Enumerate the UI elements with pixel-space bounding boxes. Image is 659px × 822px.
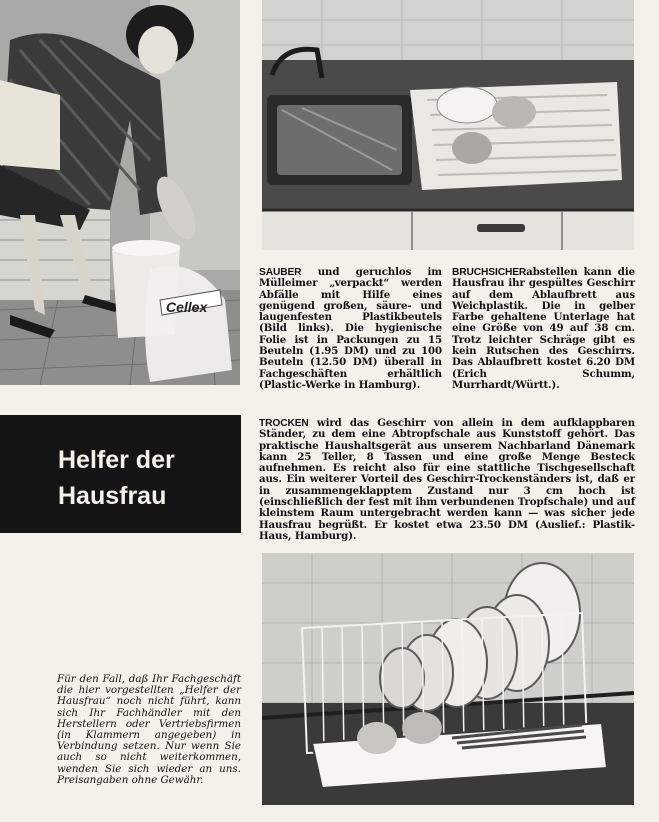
article-bin-bag [259, 267, 442, 391]
article-lead: SAUBER [259, 267, 302, 278]
photo-woman-waste-bin [0, 0, 240, 385]
bin-bag-brand-print: Cellex [166, 299, 208, 315]
photo-sink-drain-board [262, 0, 634, 250]
article-drain-board [452, 267, 635, 391]
section-title-line1: Helfer der [58, 446, 175, 474]
section-title-line2: Hausfrau [58, 482, 167, 510]
article-text: und geruchlos im Mülleimer „verpackt“ werden Abfälle mit Hilfe eines genügend großen, säure- und laugenfesten Plastikbeutels (Bild links). Die hygienische Folie ist in Packungen zu 15 Beuteln (1.95 DM) und zu 100 Beuteln (12.50 DM) überall in Fachgeschäften erhältlich (Plastic-Werke in Hamburg). [259, 266, 442, 391]
article-lead: TROCKEN [259, 418, 309, 429]
section-title-box [0, 415, 241, 533]
article-dish-rack [259, 418, 635, 542]
photo-dish-rack [262, 553, 634, 805]
article-text: abstellen kann die Hausfrau ihr gespültes Geschirr auf dem Ablaufbrett aus Weichplastik. Die in gelber Farbe gehaltene Unterlage hat eine Größe von 49 auf 38 cm. Trotz leichter Schräge gibt es kein Rutschen des Geschirrs. Das Ablaufbrett kostet 6.20 DM (Erich Schumm, Murrhardt/Württ.). [452, 266, 635, 391]
article-text: wird das Geschirr von allein in dem aufklappbaren Ständer, zu dem eine Abtropfschale aus Kunststoff gehört. Das praktische Haushaltsgerät aus unserem Nachbarland Dänemark kann 25 Teller, 8 Tassen und eine große Menge Besteck aufnehmen. Es reicht also für eine stattliche Tischgesellschaft aus. Ein weiterer Vorteil des Geschirr-Trockenständers ist, daß er in zusammengeklapptem Zustand nur 3 cm hoch ist (einschließlich der fest mit ihm verbundenen Tropfschale) und auf kleinstem Raum untergebracht werden kann — was sicher jede Hausfrau begrüßt. Er kostet etwa 23.50 DM (Auslief.: Plastik-Haus, Hamburg). [259, 417, 635, 542]
dealer-note: Für den Fall, daß Ihr Fachgeschäft die hier vorgestellten „Helfer der Hausfrau“ noch nicht führt, kann sich Ihr Fachhändler mit den Herstellern oder Vertriebsfirmen (in Klammern angegeben) in Verbindung setzen. Nur wenn Sie auch so nicht weiterkommen, wenden Sie sich wieder an uns. Preisangaben ohne Gewähr. [57, 673, 241, 786]
article-lead: BRUCHSICHER [452, 267, 527, 278]
